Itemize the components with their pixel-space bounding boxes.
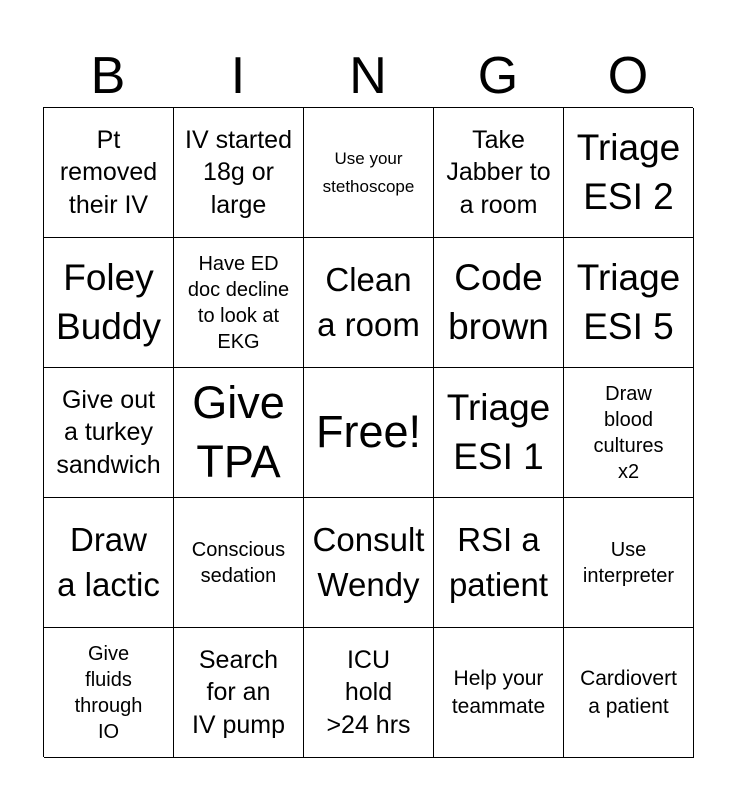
cell-text: Draw a lactic [57, 520, 160, 603]
bingo-cell[interactable] [564, 498, 694, 628]
bingo-cell[interactable] [564, 108, 694, 238]
cell-text: ICU hold >24 hrs [326, 645, 411, 739]
bingo-cell[interactable] [44, 498, 174, 628]
bingo-cell[interactable] [434, 498, 564, 628]
free-space-cell[interactable] [304, 368, 434, 498]
bingo-cell[interactable] [564, 628, 694, 758]
cell-text: Give fluids through IO [74, 642, 143, 743]
bingo-cell[interactable] [174, 628, 304, 758]
cell-text: Conscious sedation [191, 538, 286, 587]
bingo-cell[interactable] [174, 108, 304, 238]
cell-text: Search for an IV pump [191, 645, 286, 739]
bingo-cell[interactable] [564, 238, 694, 368]
header-letter-i: I [230, 47, 246, 105]
bingo-cell[interactable] [44, 368, 174, 498]
bingo-cell[interactable] [304, 108, 434, 238]
header-letter-g: G [477, 47, 519, 105]
bingo-cell[interactable] [304, 498, 434, 628]
bingo-cell[interactable] [434, 628, 564, 758]
bingo-cell[interactable] [304, 238, 434, 368]
bingo-cell[interactable] [174, 368, 304, 498]
bingo-cell[interactable] [174, 238, 304, 368]
bingo-cell[interactable] [44, 238, 174, 368]
cell-text: Triage ESI 1 [446, 387, 551, 477]
cell-text: Cardiovert a patient [580, 667, 677, 718]
cell-text: Draw blood cultures x2 [593, 382, 664, 483]
bingo-cell[interactable] [434, 368, 564, 498]
header-letter-n: N [349, 47, 387, 105]
cell-text: Pt removed their IV [59, 125, 158, 219]
cell-text: Use interpreter [582, 538, 675, 587]
cell-text: Triage ESI 5 [576, 257, 681, 347]
free-space-text: Free! [315, 406, 422, 458]
bingo-cell[interactable] [434, 238, 564, 368]
cell-text: Triage ESI 2 [576, 127, 681, 217]
cell-text: Have ED doc decline to look at EKG [187, 252, 290, 353]
cell-text: Use your stethoscope [322, 149, 415, 196]
cell-text: Foley Buddy [56, 257, 161, 347]
bingo-cell[interactable] [304, 628, 434, 758]
cell-text: Help your teammate [451, 667, 546, 718]
bingo-cell[interactable] [564, 368, 694, 498]
bingo-cell[interactable] [434, 108, 564, 238]
bingo-cell[interactable] [44, 628, 174, 758]
cell-text: Consult Wendy [312, 520, 425, 603]
cell-text: Code brown [448, 257, 549, 347]
cell-text: Take Jabber to a room [446, 125, 551, 219]
bingo-header [43, 46, 693, 106]
cell-text: Give TPA [192, 377, 285, 487]
cell-text: Clean a room [317, 260, 420, 343]
header-letter-o: O [607, 47, 649, 105]
cell-text: RSI a patient [448, 520, 549, 603]
cell-text: Give out a turkey sandwich [56, 385, 161, 479]
bingo-cell[interactable] [174, 498, 304, 628]
cell-text: IV started 18g or large [185, 125, 292, 219]
bingo-grid [43, 107, 693, 757]
bingo-cell[interactable] [44, 108, 174, 238]
header-letter-b: B [90, 47, 126, 105]
